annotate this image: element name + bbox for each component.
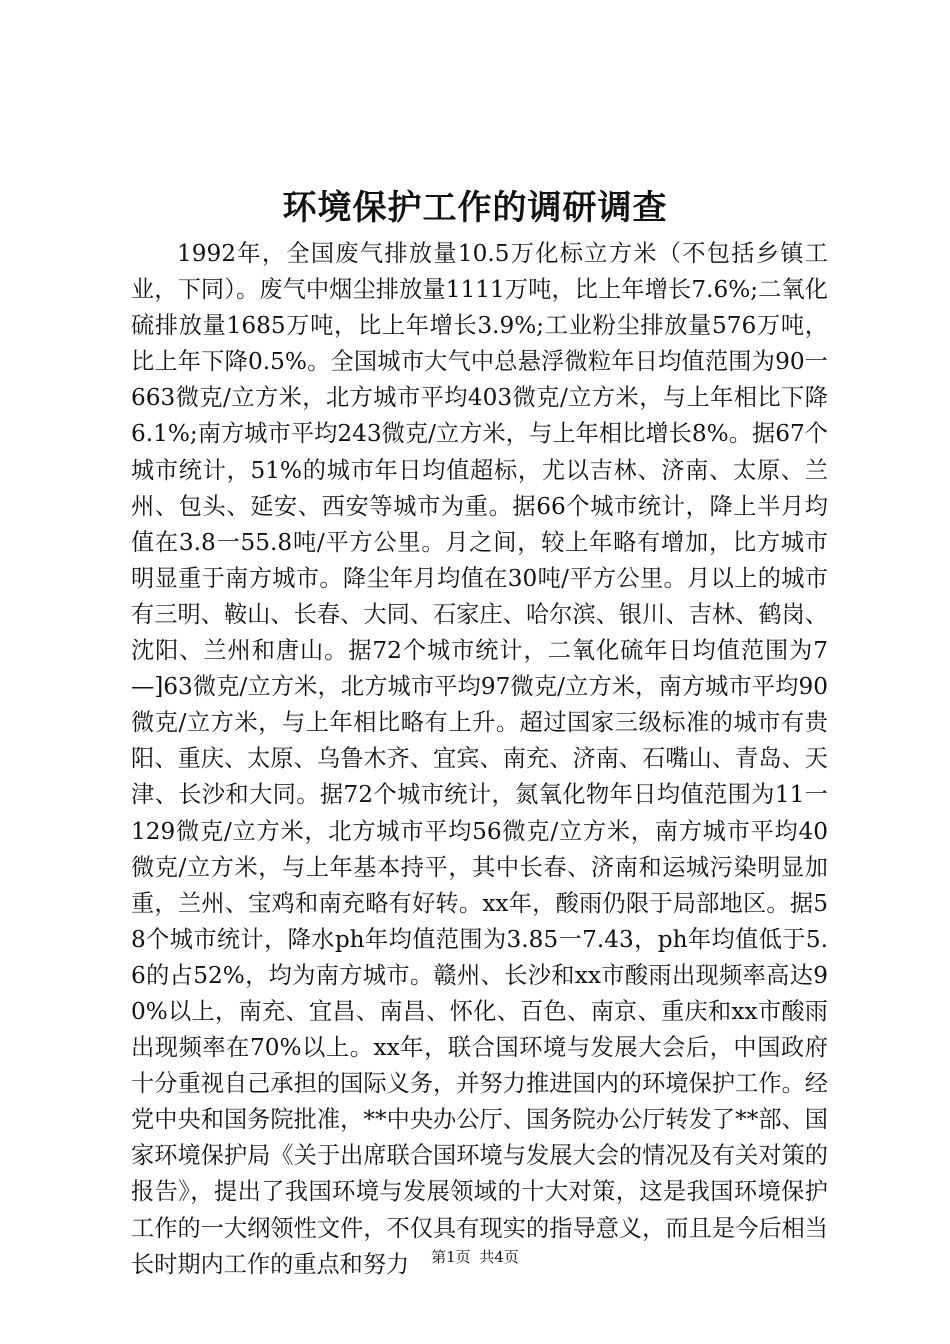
page-number: 第1页 — [431, 1248, 471, 1266]
page-total: 共4页 — [479, 1248, 519, 1266]
document-title: 环境保护工作的调研调查 — [282, 188, 668, 228]
page-footer — [0, 1247, 950, 1267]
body-paragraph: 1992年，全国废气排放量10.5万化标立方米（不包括乡镇工业，下同）。废气中烟尘排放量1111万吨，比上年增长7.6%;二氧化硫排放量1685万吨，比上年增长3.9%;工业粉尘排放量576万吨，比上年下降0.5%。全国城市大气中总悬浮微粒年日均值范围为90一663微克/立方米，北方城市平均403微克/立方米，与上年相比下降6.1%;南方城市平均243微克/立方米，与上年相比增长8%。据67个城市统计，51%的城市年日均值超标，尤以吉林、济南、太原、兰州、包头、延安、西安等城市为重。据66个城市统计，降上半月均值在3.8一55.8吨/平方公里。月之间，较上年略有增加，比方城市明显重于南方城市。降尘年月均值在30吨/平方公里。月以上的城市有三明、鞍山、长春、大同、石家庄、哈尔滨、银川、吉林、鹤岗、沈阳、兰州和唐山。据72个城市统计，二氧化硫年日均值范围为7—]63微克/立方米，北方城市平均97微克/立方米，南方城市平均90微克/立方米，与上年相比略有上升。超过国家三级标准的城市有贵阳、重庆、太原、乌鲁木齐、宜宾、南充、济南、石嘴山、青岛、天津、长沙和大同。据72个城市统计，氮氧化物年日均值范围为11一129微克/立方米，北方城市平均56微克/立方米，南方城市平均40微克/立方米，与上年基本持平，其中长春、济南和运城污染明显加重，兰州、宝鸡和南充略有好转。xx年，酸雨仍限于局部地区。据58个城市统计，降水ph年均值范围为3.85一7.43，ph年均值低于5.6的占52%，均为南方城市。赣州、长沙和xx市酸雨出现频率高达90%以上，南充、宜昌、南昌、怀化、百色、南京、重庆和xx市酸雨出现频率在70%以上。xx年，联合国环境与发展大会后，中国政府十分重视自己承担的国际义务，并努力推进国内的环境保护工作。经党中央和国务院批准，**中央办公厅、国务院办公厅转发了**部、国家环境保护局《关于出席联合国环境与发展大会的情况及有关对策的报告》，提出了我国环境与发展领域的十大对策，这是我国环境保护工作的一大纲领性文件，不仅具有现实的指导意义，而且是今后相当长时期内工作的重点和努力 — [131, 240, 828, 1278]
